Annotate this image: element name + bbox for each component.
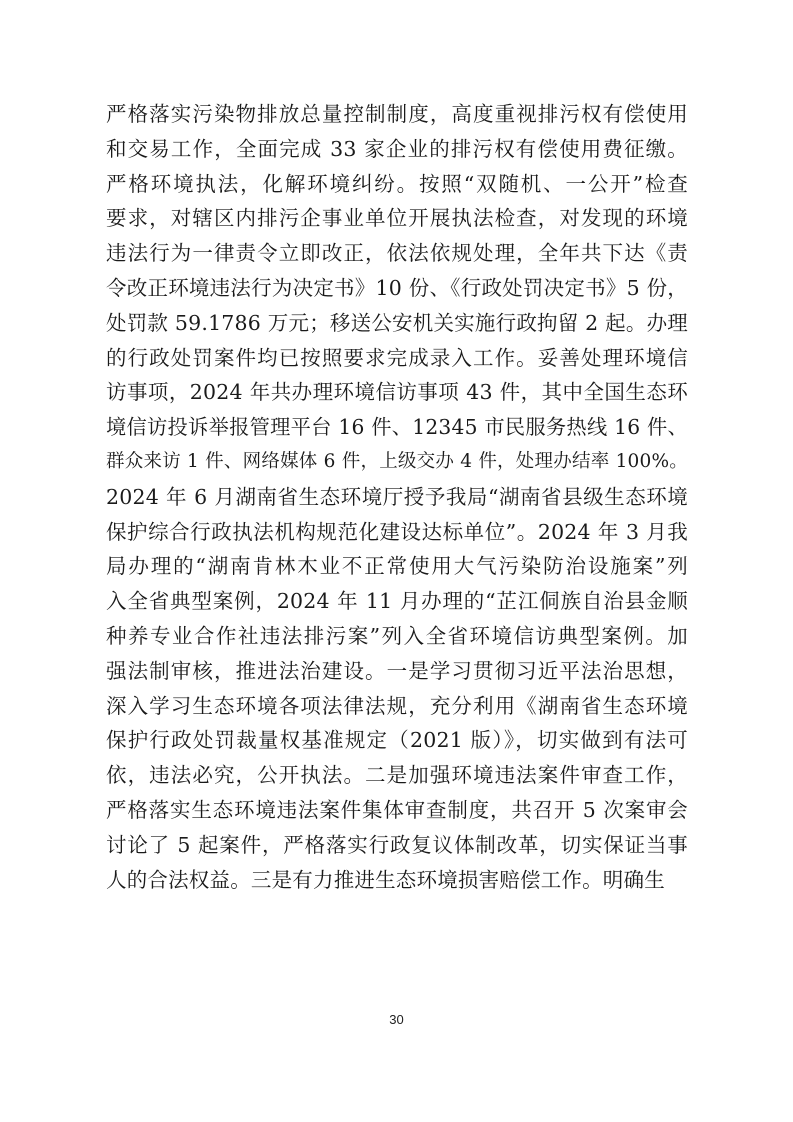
text-line: 违法行为一律责令立即改正，依法依规处理，全年共下达《责 <box>106 241 688 266</box>
text-line: 群众来访 1 件、网络媒体 6 件，上级交办 4 件，处理办结率 100%。 <box>106 450 688 472</box>
text-line: 人的合法权益。三是有力推进生态环境损害赔偿工作。明确生 <box>106 867 665 892</box>
text-line: 境信访投诉举报管理平台 16 件、12345 市民服务热线 16 件、 <box>106 415 688 440</box>
body-paragraph <box>106 97 688 897</box>
text-line: 严格落实污染物排放总量控制制度，高度重视排污权有偿使用 <box>106 102 688 126</box>
text-line: 访事项，2024 年共办理环境信访事项 43 件，其中全国生态环 <box>106 380 688 405</box>
text-line: 严格环境执法，化解环境纠纷。按照“双随机、一公开”检查 <box>106 171 688 196</box>
text-line: 入全省典型案例，2024 年 11 月办理的“芷江侗族自治县金顺 <box>106 589 688 614</box>
text-line: 处罚款 59.1786 万元；移送公安机关实施行政拘留 2 起。办理 <box>106 310 688 335</box>
text-line: 严格落实生态环境违法案件集体审查制度，共召开 5 次案审会 <box>106 797 688 822</box>
text-line: 2024 年 6 月湖南省生态环境厅授予我局“湖南省县级生态环境 <box>106 484 688 509</box>
page-number: 30 <box>389 1012 404 1027</box>
text-line: 依，违法必究，公开执法。二是加强环境违法案件审查工作， <box>106 763 688 788</box>
text-line: 种养专业合作社违法排污案”列入全省环境信访典型案例。加 <box>106 623 688 648</box>
text-line: 的行政处罚案件均已按照要求完成录入工作。妥善处理环境信 <box>106 345 688 370</box>
text-line: 保护行政处罚裁量权基准规定（2021 版）》，切实做到有法可 <box>106 728 688 753</box>
text-line: 和交易工作，全面完成 33 家企业的排污权有偿使用费征缴。 <box>106 136 688 161</box>
text-line: 局办理的“湖南肯林木业不正常使用大气污染防治设施案”列 <box>106 554 688 579</box>
text-line: 讨论了 5 起案件，严格落实行政复议体制改革，切实保证当事 <box>106 832 688 857</box>
text-line: 保护综合行政执法机构规范化建设达标单位”。2024 年 3 月我 <box>106 519 688 544</box>
text-line: 强法制审核，推进法治建设。一是学习贯彻习近平法治思想， <box>106 658 688 683</box>
text-line: 令改正环境违法行为决定书》10 份、《行政处罚决定书》5 份， <box>106 275 688 300</box>
text-line: 深入学习生态环境各项法律法规，充分利用《湖南省生态环境 <box>106 693 688 718</box>
text-line: 要求，对辖区内排污企事业单位开展执法检查，对发现的环境 <box>106 206 688 231</box>
